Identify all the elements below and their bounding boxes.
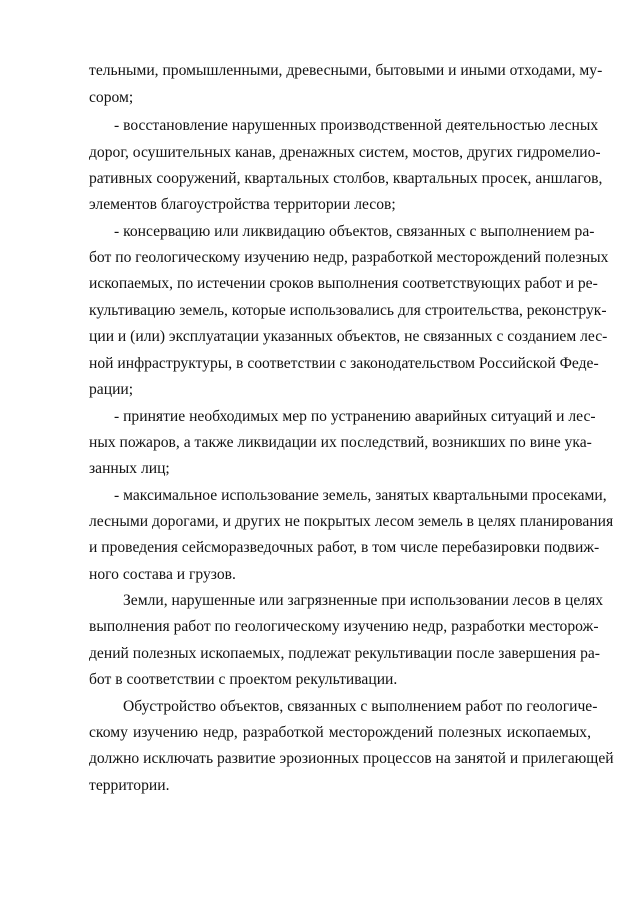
text-line: ративных сооружений, квартальных столбов, квартальных просек, аншлагов, — [89, 170, 603, 187]
text-line: территории. — [89, 777, 170, 794]
text-line: ных пожаров, а также ликвидации их последствий, возникших по вине ука- — [89, 434, 592, 451]
text-line: сором; — [89, 89, 134, 106]
list-item-line: - принятие необходимых мер по устранению аварийных ситуаций и лес- — [114, 408, 596, 425]
text-line: ной инфраструктуры, в соответствии с законодательством Российской Феде- — [89, 355, 599, 372]
text-line: ции и (или) эксплуатации указанных объектов, не связанных с созданием лес- — [89, 328, 608, 345]
text-line: дорог, осушительных канав, дренажных систем, мостов, других гидромелио- — [89, 144, 601, 161]
text-line: бот по геологическому изучению недр, разработкой месторождений полезных — [89, 249, 609, 266]
paragraph-first-line: Земли, нарушенные или загрязненные при использовании лесов в целях — [123, 592, 604, 609]
text-line: занных лиц; — [89, 460, 170, 477]
paragraph-first-line: Обустройство объектов, связанных с выполнением работ по геологиче- — [123, 698, 598, 715]
text-line: культивацию земель, которые использовались для строительства, реконструк- — [89, 302, 607, 319]
text-line: тельными, промышленными, древесными, бытовыми и иными отходами, му- — [89, 62, 603, 79]
text-line: ного состава и грузов. — [89, 566, 236, 583]
list-item-line: - максимальное использование земель, занятых квартальными просеками, — [114, 487, 607, 504]
text-line: и проведения сейсморазведочных работ, в том числе перебазировки подвиж- — [89, 539, 600, 556]
text-line: рации; — [89, 381, 134, 398]
text-line: скому изучению недр, разработкой месторождений полезных ископаемых, — [89, 724, 591, 741]
text-line: лесными дорогами, и других не покрытых лесом земель в целях планирования — [89, 513, 614, 530]
text-line: должно исключать развитие эрозионных процессов на занятой и прилегающей — [89, 750, 614, 767]
text-line: бот в соответствии с проектом рекультивации. — [89, 671, 398, 688]
text-line: элементов благоустройства территории лесов; — [89, 196, 396, 213]
list-item-line: - восстановление нарушенных производственной деятельностью лесных — [114, 117, 599, 134]
text-line: выполнения работ по геологическому изучению недр, разработки месторож- — [89, 618, 599, 635]
list-item-line: - консервацию или ликвидацию объектов, связанных с выполнением ра- — [114, 223, 595, 240]
text-line: дений полезных ископаемых, подлежат рекультивации после завершения ра- — [89, 645, 600, 662]
text-line: ископаемых, по истечении сроков выполнения соответствующих работ и ре- — [89, 275, 598, 292]
